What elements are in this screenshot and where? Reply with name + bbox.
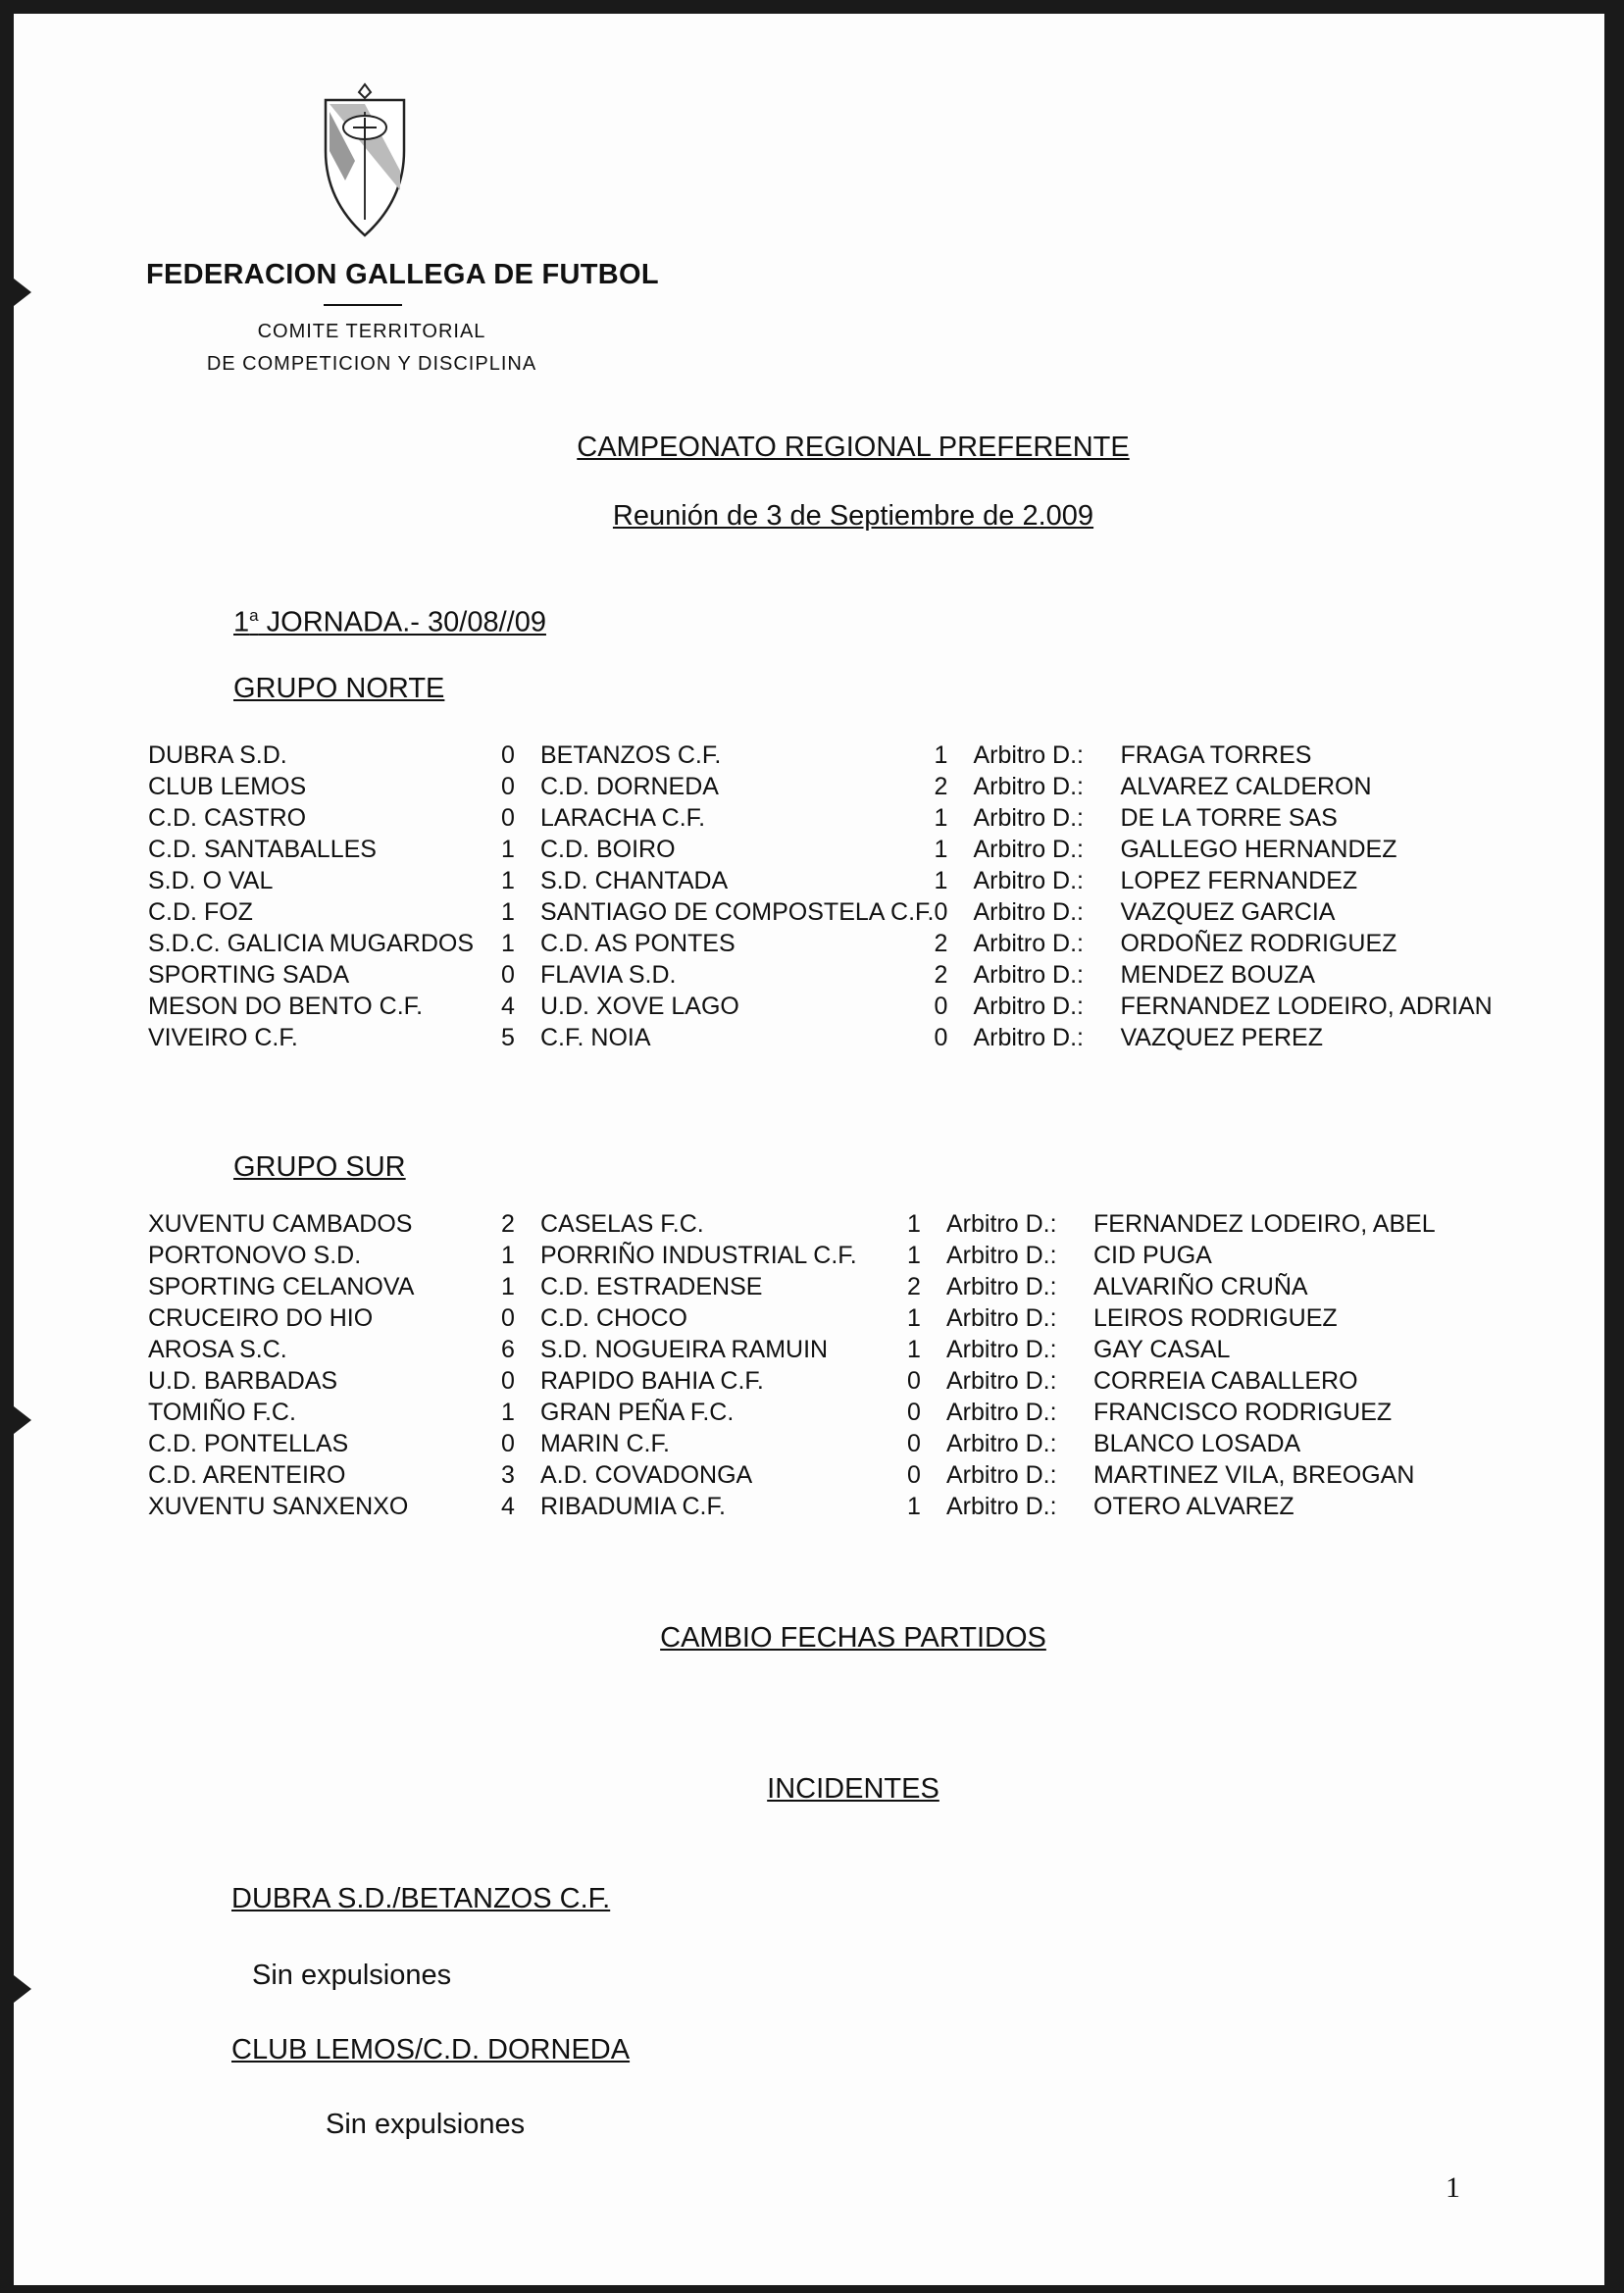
match-row xyxy=(148,1022,1512,1053)
referee-label: Arbitro D.: xyxy=(973,804,1084,832)
scan-edge-mark xyxy=(14,279,31,306)
away-team: S.D. CHANTADA xyxy=(540,867,729,894)
away-score: 1 xyxy=(934,804,948,832)
jornada-number: 1 xyxy=(233,606,250,638)
referee-label: Arbitro D.: xyxy=(946,1210,1057,1238)
federation-crest-icon xyxy=(316,82,414,239)
home-team: XUVENTU CAMBADOS xyxy=(148,1210,413,1238)
page-number: 1 xyxy=(1446,2171,1460,2204)
away-score: 1 xyxy=(907,1210,921,1238)
home-score: 1 xyxy=(501,836,515,863)
match-row xyxy=(148,771,1512,802)
home-team: SPORTING CELANOVA xyxy=(148,1273,415,1300)
away-score: 0 xyxy=(934,1024,948,1051)
home-score: 0 xyxy=(501,1430,515,1457)
home-team: MESON DO BENTO C.F. xyxy=(148,993,424,1020)
away-score: 0 xyxy=(934,993,948,1020)
away-team: A.D. COVADONGA xyxy=(540,1461,753,1489)
championship-title: CAMPEONATO REGIONAL PREFERENTE xyxy=(577,432,1130,463)
away-score: 0 xyxy=(907,1367,921,1395)
away-team: RAPIDO BAHIA C.F. xyxy=(540,1367,764,1395)
jornada-date: JORNADA.- 30/08//09 xyxy=(258,606,546,638)
referee-label: Arbitro D.: xyxy=(946,1461,1057,1489)
away-team: BETANZOS C.F. xyxy=(540,741,722,769)
referee-name: BLANCO LOSADA xyxy=(1093,1430,1301,1457)
referee-label: Arbitro D.: xyxy=(946,1367,1057,1395)
match-row xyxy=(148,1459,1486,1491)
referee-name: MENDEZ BOUZA xyxy=(1120,961,1316,989)
incident-match-1: DUBRA S.D./BETANZOS C.F. xyxy=(231,1883,611,1914)
away-score: 2 xyxy=(907,1273,921,1300)
scan-edge-mark xyxy=(14,1406,31,1434)
away-team: FLAVIA S.D. xyxy=(540,961,677,989)
away-team: MARIN C.F. xyxy=(540,1430,670,1457)
referee-name: OTERO ALVAREZ xyxy=(1093,1493,1294,1520)
home-team: CLUB LEMOS xyxy=(148,773,307,800)
home-team: CRUCEIRO DO HIO xyxy=(148,1304,374,1332)
match-row xyxy=(148,959,1512,991)
away-score: 0 xyxy=(907,1461,921,1489)
home-team: XUVENTU SANXENXO xyxy=(148,1493,409,1520)
referee-name: ALVARIÑO CRUÑA xyxy=(1093,1273,1308,1300)
away-score: 2 xyxy=(934,773,948,800)
away-score: 1 xyxy=(907,1493,921,1520)
match-row xyxy=(148,739,1512,771)
home-team: C.D. PONTELLAS xyxy=(148,1430,349,1457)
document-page xyxy=(14,14,1604,2285)
home-team: DUBRA S.D. xyxy=(148,741,287,769)
match-row xyxy=(148,1271,1486,1302)
referee-label: Arbitro D.: xyxy=(973,961,1084,989)
away-score: 2 xyxy=(934,961,948,989)
home-team: C.D. SANTABALLES xyxy=(148,836,377,863)
match-row xyxy=(148,834,1512,865)
away-team: CASELAS F.C. xyxy=(540,1210,704,1238)
away-team: S.D. NOGUEIRA RAMUIN xyxy=(540,1336,829,1363)
away-team: U.D. XOVE LAGO xyxy=(540,993,739,1020)
away-team: C.D. CHOCO xyxy=(540,1304,687,1332)
results-table-sur xyxy=(148,1208,1486,1522)
referee-label: Arbitro D.: xyxy=(973,836,1084,863)
home-score: 0 xyxy=(501,1304,515,1332)
home-score: 0 xyxy=(501,741,515,769)
referee-name: GALLEGO HERNANDEZ xyxy=(1120,836,1397,863)
meeting-date: Reunión de 3 de Septiembre de 2.009 xyxy=(612,500,1094,532)
away-score: 0 xyxy=(907,1430,921,1457)
referee-name: FERNANDEZ LODEIRO, ABEL xyxy=(1093,1210,1436,1238)
results-table-norte xyxy=(148,739,1512,1053)
referee-label: Arbitro D.: xyxy=(946,1399,1057,1426)
away-score: 1 xyxy=(907,1242,921,1269)
referee-label: Arbitro D.: xyxy=(946,1242,1057,1269)
match-row xyxy=(148,1491,1486,1522)
referee-name: FERNANDEZ LODEIRO, ADRIAN xyxy=(1120,993,1493,1020)
match-row xyxy=(148,1365,1486,1397)
home-score: 4 xyxy=(501,1493,515,1520)
away-team: C.D. DORNEDA xyxy=(540,773,719,800)
match-row xyxy=(148,865,1512,896)
home-team: C.D. CASTRO xyxy=(148,804,307,832)
away-team: GRAN PEÑA F.C. xyxy=(540,1399,735,1426)
away-team: PORRIÑO INDUSTRIAL C.F. xyxy=(540,1242,857,1269)
home-team: S.D.C. GALICIA MUGARDOS xyxy=(148,930,475,957)
federation-name: FEDERACION GALLEGA DE FUTBOL xyxy=(146,259,659,290)
referee-label: Arbitro D.: xyxy=(946,1336,1057,1363)
away-team: SANTIAGO DE COMPOSTELA C.F. xyxy=(540,898,935,926)
incident-note-2: Sin expulsiones xyxy=(326,2109,526,2140)
match-row xyxy=(148,1208,1486,1240)
home-score: 1 xyxy=(501,898,515,926)
referee-label: Arbitro D.: xyxy=(946,1273,1057,1300)
home-score: 0 xyxy=(501,804,515,832)
group-norte-heading: GRUPO NORTE xyxy=(233,673,445,704)
home-team: C.D. ARENTEIRO xyxy=(148,1461,346,1489)
away-team: C.D. ESTRADENSE xyxy=(540,1273,763,1300)
away-score: 0 xyxy=(934,898,948,926)
incident-note-1: Sin expulsiones xyxy=(252,1960,452,1991)
referee-name: ALVAREZ CALDERON xyxy=(1120,773,1372,800)
referee-name: CORREIA CABALLERO xyxy=(1093,1367,1358,1395)
group-sur-heading: GRUPO SUR xyxy=(233,1151,406,1183)
referee-name: ORDOÑEZ RODRIGUEZ xyxy=(1120,930,1397,957)
committee-line-1: COMITE TERRITORIAL xyxy=(257,321,486,342)
jornada-heading xyxy=(233,606,546,639)
home-score: 1 xyxy=(501,1242,515,1269)
away-team: LARACHA C.F. xyxy=(540,804,706,832)
referee-name: LEIROS RODRIGUEZ xyxy=(1093,1304,1338,1332)
date-changes-heading: CAMBIO FECHAS PARTIDOS xyxy=(660,1622,1046,1654)
match-row xyxy=(148,1428,1486,1459)
match-row xyxy=(148,928,1512,959)
referee-label: Arbitro D.: xyxy=(946,1493,1057,1520)
away-score: 1 xyxy=(934,741,948,769)
home-score: 3 xyxy=(501,1461,515,1489)
home-score: 6 xyxy=(501,1336,515,1363)
home-team: SPORTING SADA xyxy=(148,961,350,989)
referee-name: FRAGA TORRES xyxy=(1120,741,1312,769)
referee-label: Arbitro D.: xyxy=(946,1430,1057,1457)
away-score: 1 xyxy=(907,1336,921,1363)
away-team: C.F. NOIA xyxy=(540,1024,651,1051)
home-score: 0 xyxy=(501,961,515,989)
referee-name: FRANCISCO RODRIGUEZ xyxy=(1093,1399,1393,1426)
referee-label: Arbitro D.: xyxy=(973,741,1084,769)
home-score: 0 xyxy=(501,1367,515,1395)
referee-label: Arbitro D.: xyxy=(973,1024,1084,1051)
home-team: VIVEIRO C.F. xyxy=(148,1024,298,1051)
referee-name: CID PUGA xyxy=(1093,1242,1212,1269)
match-row xyxy=(148,1334,1486,1365)
referee-name: DE LA TORRE SAS xyxy=(1120,804,1338,832)
home-score: 1 xyxy=(501,1273,515,1300)
header-divider xyxy=(324,304,402,306)
match-row xyxy=(148,1302,1486,1334)
home-score: 2 xyxy=(501,1210,515,1238)
away-team: RIBADUMIA C.F. xyxy=(540,1493,726,1520)
referee-name: VAZQUEZ PEREZ xyxy=(1120,1024,1323,1051)
referee-label: Arbitro D.: xyxy=(973,993,1084,1020)
referee-label: Arbitro D.: xyxy=(973,867,1084,894)
scan-edge-mark xyxy=(14,1975,31,2003)
incidents-heading: INCIDENTES xyxy=(767,1773,939,1805)
incident-match-2: CLUB LEMOS/C.D. DORNEDA xyxy=(231,2034,631,2065)
jornada-ordinal: a xyxy=(249,606,259,625)
home-team: TOMIÑO F.C. xyxy=(148,1399,296,1426)
home-score: 5 xyxy=(501,1024,515,1051)
away-score: 1 xyxy=(934,836,948,863)
match-row xyxy=(148,1397,1486,1428)
away-team: C.D. BOIRO xyxy=(540,836,676,863)
match-row xyxy=(148,802,1512,834)
home-score: 1 xyxy=(501,930,515,957)
away-team: C.D. AS PONTES xyxy=(540,930,736,957)
home-score: 1 xyxy=(501,1399,515,1426)
referee-label: Arbitro D.: xyxy=(973,898,1084,926)
home-score: 0 xyxy=(501,773,515,800)
away-score: 2 xyxy=(934,930,948,957)
away-score: 1 xyxy=(907,1304,921,1332)
match-row xyxy=(148,896,1512,928)
match-row xyxy=(148,1240,1486,1271)
home-team: U.D. BARBADAS xyxy=(148,1367,338,1395)
committee-line-2: DE COMPETICION Y DISCIPLINA xyxy=(206,353,537,375)
referee-name: GAY CASAL xyxy=(1093,1336,1231,1363)
referee-name: LOPEZ FERNANDEZ xyxy=(1120,867,1358,894)
home-score: 1 xyxy=(501,867,515,894)
referee-label: Arbitro D.: xyxy=(973,930,1084,957)
home-team: AROSA S.C. xyxy=(148,1336,287,1363)
home-team: S.D. O VAL xyxy=(148,867,274,894)
away-score: 1 xyxy=(934,867,948,894)
committee-name xyxy=(136,316,607,381)
referee-label: Arbitro D.: xyxy=(946,1304,1057,1332)
home-team: PORTONOVO S.D. xyxy=(148,1242,362,1269)
home-team: C.D. FOZ xyxy=(148,898,253,926)
away-score: 0 xyxy=(907,1399,921,1426)
match-row xyxy=(148,991,1512,1022)
home-score: 4 xyxy=(501,993,515,1020)
referee-name: MARTINEZ VILA, BREOGAN xyxy=(1093,1461,1415,1489)
referee-label: Arbitro D.: xyxy=(973,773,1084,800)
referee-name: VAZQUEZ GARCIA xyxy=(1120,898,1336,926)
